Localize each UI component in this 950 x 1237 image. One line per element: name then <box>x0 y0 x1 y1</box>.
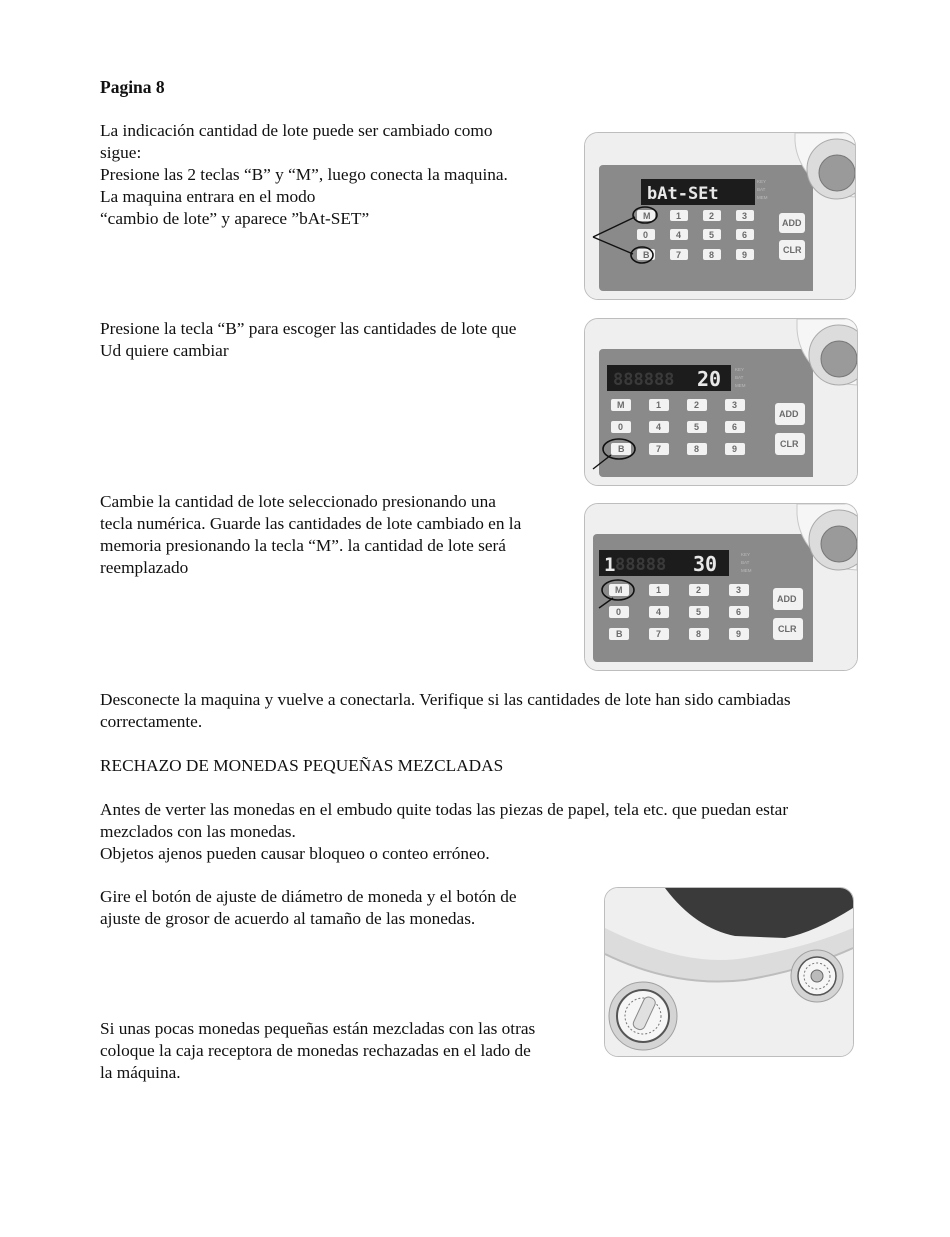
key-label: B <box>618 444 625 454</box>
key-label: ADD <box>779 409 799 419</box>
text-line: Cambie la cantidad de lote seleccionado presionando una <box>100 492 496 511</box>
key-label: 5 <box>709 230 715 240</box>
key-label: 2 <box>696 585 702 595</box>
key-label: ADD <box>777 594 797 604</box>
text-line: coloque la caja receptora de monedas rechazadas en el lado de <box>100 1041 531 1060</box>
key-label: 5 <box>694 422 700 432</box>
key-label: B <box>643 250 650 260</box>
keypad-photo-bat-set <box>584 132 856 300</box>
text-line: Gire el botón de ajuste de diámetro de moneda y el botón de <box>100 887 517 906</box>
indicator-key: KEY <box>757 179 767 184</box>
key-label: 0 <box>618 422 624 432</box>
text-line: “cambio de lote” y aparece ”bAt-SET” <box>100 209 370 228</box>
text-line: correctamente. <box>100 712 203 731</box>
key-label: M <box>615 585 623 595</box>
key-label: 9 <box>742 250 748 260</box>
key-label: 7 <box>656 444 662 454</box>
text-line: sigue: <box>100 143 142 162</box>
key-label: 1 <box>656 400 662 410</box>
key-label: B <box>616 629 623 639</box>
key-label: 0 <box>643 230 649 240</box>
adjustment-knobs-photo <box>604 887 854 1057</box>
text-line: Antes de verter las monedas en el embudo quite todas las piezas de papel, tela etc. que puedan estar <box>100 800 789 819</box>
lcd-digits: 888888 <box>613 370 675 390</box>
text-line: Presione la tecla “B” para escoger las cantidades de lote que <box>100 319 517 338</box>
key-label: 7 <box>656 629 662 639</box>
lcd-text: 30 <box>693 552 718 576</box>
lcd-text: 20 <box>697 367 722 391</box>
key-label: 8 <box>709 250 715 260</box>
indicator-bat: BAT <box>757 187 766 192</box>
text-line: memoria presionando la tecla “M”. la cantidad de lote será <box>100 536 506 555</box>
section-heading: RECHAZO DE MONEDAS PEQUEÑAS MEZCLADAS <box>100 756 504 775</box>
key-label: 3 <box>736 585 742 595</box>
key-label: 9 <box>736 629 742 639</box>
keypad-photo-batch-20 <box>584 318 858 486</box>
key-label: CLR <box>783 245 802 255</box>
key-label: 6 <box>732 422 738 432</box>
indicator-bat: BAT <box>741 560 750 565</box>
key-label: M <box>643 211 651 221</box>
key-label: 8 <box>696 629 702 639</box>
indicator-bat: BAT <box>735 375 744 380</box>
key-label: 2 <box>694 400 700 410</box>
key-label: 2 <box>709 211 715 221</box>
lcd-text: bAt-SEt <box>647 184 719 204</box>
indicator-mem: MEM <box>735 383 746 388</box>
key-label: 6 <box>736 607 742 617</box>
text-line: Objetos ajenos pueden causar bloqueo o conteo erróneo. <box>100 844 490 863</box>
key-label: 3 <box>732 400 738 410</box>
key-label: 7 <box>676 250 682 260</box>
key-label: 6 <box>742 230 748 240</box>
text-line: ajuste de grosor de acuerdo al tamaño de las monedas. <box>100 909 476 928</box>
text-line: tecla numérica. Guarde las cantidades de lote cambiado en la <box>100 514 522 533</box>
text-line: La indicación cantidad de lote puede ser cambiado como <box>100 121 493 140</box>
key-label: 3 <box>742 211 748 221</box>
key-label: 1 <box>676 211 682 221</box>
key-label: 5 <box>696 607 702 617</box>
indicator-key: KEY <box>735 367 745 372</box>
key-label: 4 <box>676 230 682 240</box>
key-label: CLR <box>780 439 799 449</box>
key-label: CLR <box>778 624 797 634</box>
key-label: 9 <box>732 444 738 454</box>
text-line: mezclados con las monedas. <box>100 822 296 841</box>
keypad-photo-batch-30 <box>584 503 858 671</box>
key-label: 4 <box>656 422 662 432</box>
text-line: la máquina. <box>100 1063 181 1082</box>
text-line: Ud quiere cambiar <box>100 341 229 360</box>
lcd-digits: 88888 <box>615 555 667 575</box>
text-line: La maquina entrara en el modo <box>100 187 316 206</box>
lcd-text: 1 <box>604 554 616 576</box>
key-label: 0 <box>616 607 622 617</box>
key-label: 1 <box>656 585 662 595</box>
key-label: M <box>617 400 625 410</box>
text-line: Desconecte la maquina y vuelve a conectarla. Verifique si las cantidades de lote han sido cambiadas <box>100 690 791 709</box>
indicator-mem: MEM <box>757 195 768 200</box>
text-line: Presione las 2 teclas “B” y “M”, luego conecta la maquina. <box>100 165 508 184</box>
indicator-mem: MEM <box>741 568 752 573</box>
key-label: 4 <box>656 607 662 617</box>
text-line: Si unas pocas monedas pequeñas están mezcladas con las otras <box>100 1019 536 1038</box>
text-line: reemplazado <box>100 558 189 577</box>
page-heading: Pagina 8 <box>100 77 165 97</box>
key-label: 8 <box>694 444 700 454</box>
key-label: ADD <box>782 218 802 228</box>
indicator-key: KEY <box>741 552 751 557</box>
